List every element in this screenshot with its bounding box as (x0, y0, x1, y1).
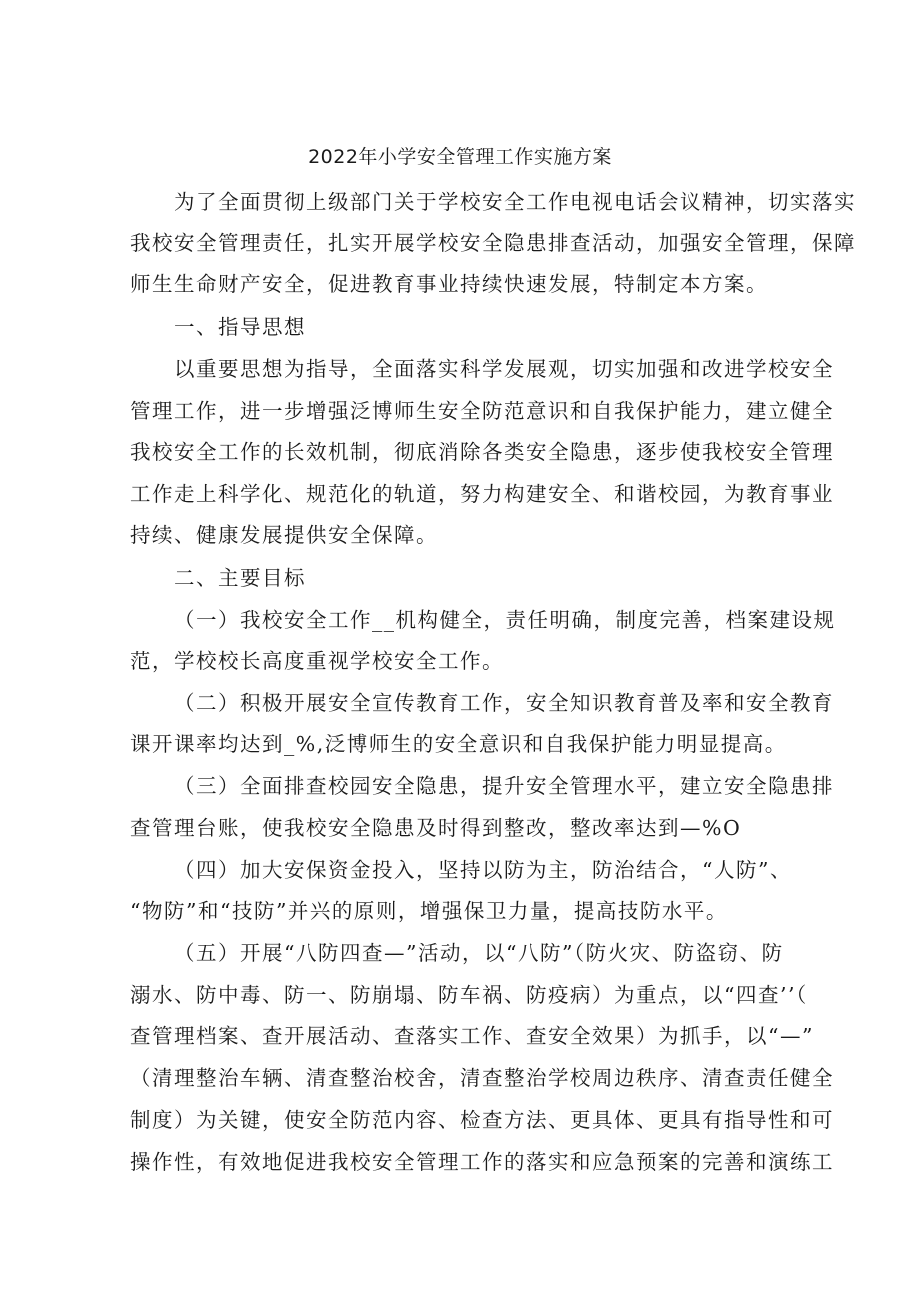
paragraph-line: 为了全面贯彻上级部门关于学校安全工作电视电话会议精神，切实落实 (174, 190, 856, 214)
paragraph-line: （四）加大安保资金投入，坚持以防为主，防治结合，“人防”、 (174, 858, 792, 882)
paragraph-line: 课开课率均达到_%,泛博师生的安全意识和自我保护能力明显提高。 (130, 732, 787, 756)
paragraph-line: 我校安全管理责任，扎实开展学校安全隐患排查活动，加强安全管理，保障 (130, 231, 856, 255)
document-title: 2022年小学安全管理工作实施方案 (308, 146, 612, 168)
paragraph-line: 范，学校校长高度重视学校安全工作。 (130, 649, 504, 673)
section-heading: 二、主要目标 (174, 566, 306, 590)
paragraph-line: 查管理档案、查开展活动、查落实工作、查安全效果）为抓手，以“—” (130, 1024, 814, 1048)
paragraph-line: （清理整治车辆、清查整治校舍，清查整治学校周边秩序、清查责任健全 (130, 1066, 834, 1090)
paragraph-line: 制度）为关键，使安全防范内容、检查方法、更具体、更具有指导性和可 (130, 1108, 834, 1132)
paragraph-line: 查管理台账，使我校安全隐患及时得到整改，整改率达到—%O (130, 816, 742, 840)
paragraph-line: 管理工作，进一步增强泛博师生安全防范意识和自我保护能力，建立健全 (130, 399, 834, 423)
paragraph-line: （三）全面排查校园安全隐患，提升安全管理水平，建立安全隐患排 (174, 774, 834, 798)
paragraph-line: （一）我校安全工作__机构健全，责任明确，制度完善，档案建设规 (174, 608, 836, 632)
paragraph-line: （二）积极开展安全宣传教育工作，安全知识教育普及率和安全教育 (174, 691, 834, 715)
paragraph-line: 溺水、防中毒、防一、防崩塌、防车祸、防疫病）为重点，以“四查’’（ (130, 983, 808, 1007)
section-heading: 一、指导思想 (174, 315, 306, 339)
paragraph-line: 操作性，有效地促进我校安全管理工作的落实和应急预案的完善和演练工 (130, 1150, 834, 1174)
paragraph-line: 师生生命财产安全，促进教育事业持续快速发展，特制定本方案。 (130, 272, 768, 296)
paragraph-line: “物防”和“技防”并兴的原则，增强保卫力量，提高技防水平。 (130, 899, 728, 923)
paragraph-line: 工作走上科学化、规范化的轨道，努力构建安全、和谐校园，为教育事业 (130, 482, 834, 506)
paragraph-line: 持续、健康发展提供安全保障。 (130, 523, 438, 547)
paragraph-line: （五）开展“八防四查—”活动，以“八防”（防火灾、防盗窃、防 (174, 941, 784, 965)
paragraph-line: 我校安全工作的长效机制，彻底消除各类安全隐患，逐步使我校安全管理 (130, 440, 834, 464)
paragraph-line: 以重要思想为指导，全面落实科学发展观，切实加强和改进学校安全 (174, 357, 834, 381)
